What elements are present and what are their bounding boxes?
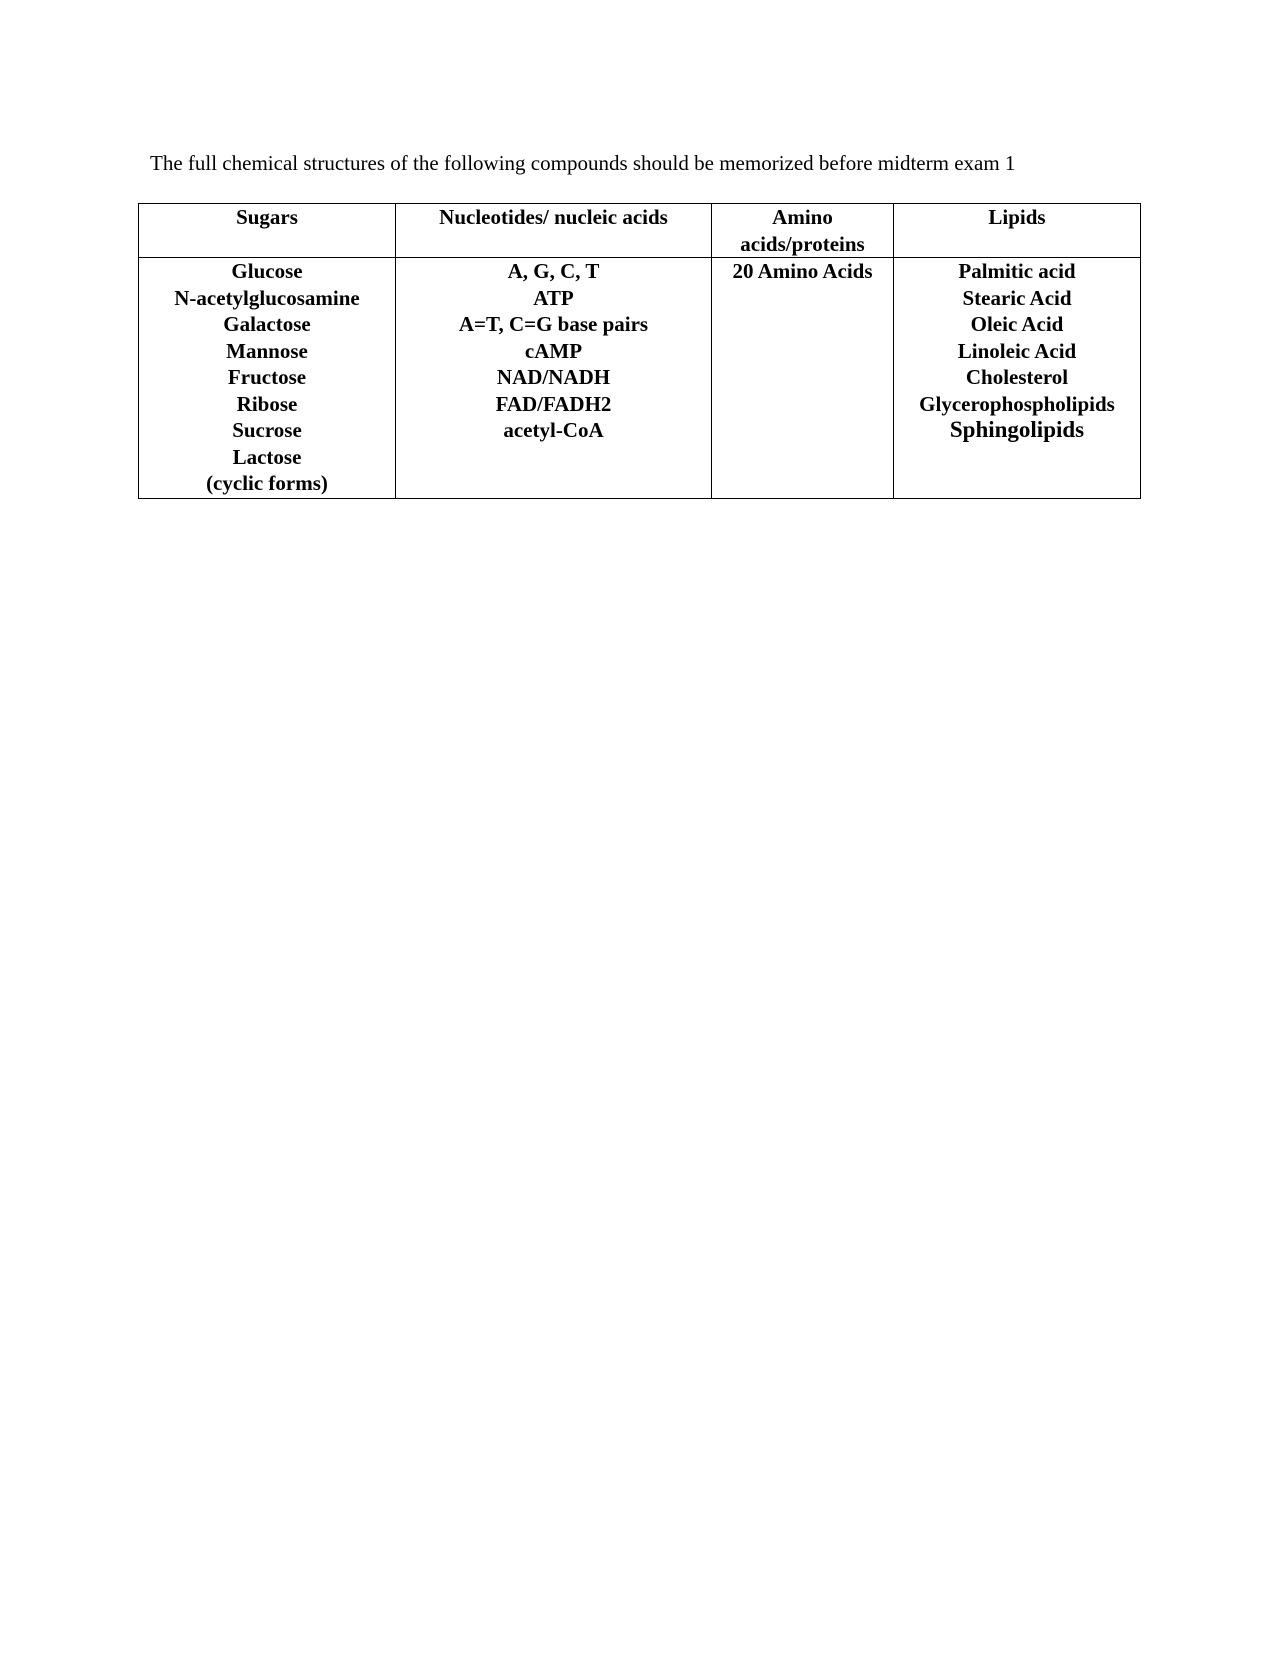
lipid-item: Linoleic Acid [957, 338, 1077, 363]
sugar-item: Lactose [232, 444, 302, 469]
lipid-item: Palmitic acid [958, 259, 1076, 283]
nucleotides-cell [396, 258, 712, 499]
amino-acids-cell [712, 258, 894, 499]
sugars-cell [139, 258, 396, 499]
amino-acid-item: 20 Amino Acids [732, 259, 873, 283]
nucleotide-item: A, G, C, T [507, 259, 600, 283]
header-lipids: Lipids [894, 204, 1141, 258]
nucleotide-item: A=T, C=G base pairs [458, 312, 649, 336]
nucleotide-item: FAD/FADH2 [495, 391, 612, 416]
sugar-item: Ribose [236, 391, 298, 416]
header-sugars: Sugars [139, 204, 396, 258]
compounds-table [138, 203, 1141, 499]
header-row [139, 204, 1141, 258]
nucleotide-item: NAD/NADH [496, 365, 611, 389]
lipid-item: Glycerophospholipids [919, 391, 1115, 416]
sugar-item: Sucrose [232, 418, 302, 442]
compounds-row [139, 258, 1141, 499]
lipid-item: Stearic Acid [962, 285, 1072, 310]
lipid-item: Sphingolipids [949, 417, 1085, 442]
header-amino-acids: Amino acids/proteins [712, 204, 894, 258]
lipid-item: Oleic Acid [970, 312, 1064, 336]
sugar-item: Fructose [227, 365, 307, 389]
nucleotide-item: acetyl-CoA [503, 418, 604, 442]
lipid-item: Cholesterol [965, 365, 1069, 389]
nucleotide-item: ATP [533, 285, 574, 310]
lipids-cell [894, 258, 1141, 499]
sugar-item: N-acetylglucosamine [174, 285, 360, 310]
sugar-item: Mannose [226, 338, 308, 363]
nucleotide-item: cAMP [524, 338, 583, 363]
intro-text: The full chemical structures of the following compounds should be memorized before midterm exam 1 [150, 151, 1016, 175]
header-nucleotides: Nucleotides/ nucleic acids [396, 204, 712, 258]
sugar-item: Glucose [231, 259, 303, 283]
sugar-item: Galactose [223, 312, 311, 336]
sugar-note: (cyclic forms) [206, 471, 328, 495]
